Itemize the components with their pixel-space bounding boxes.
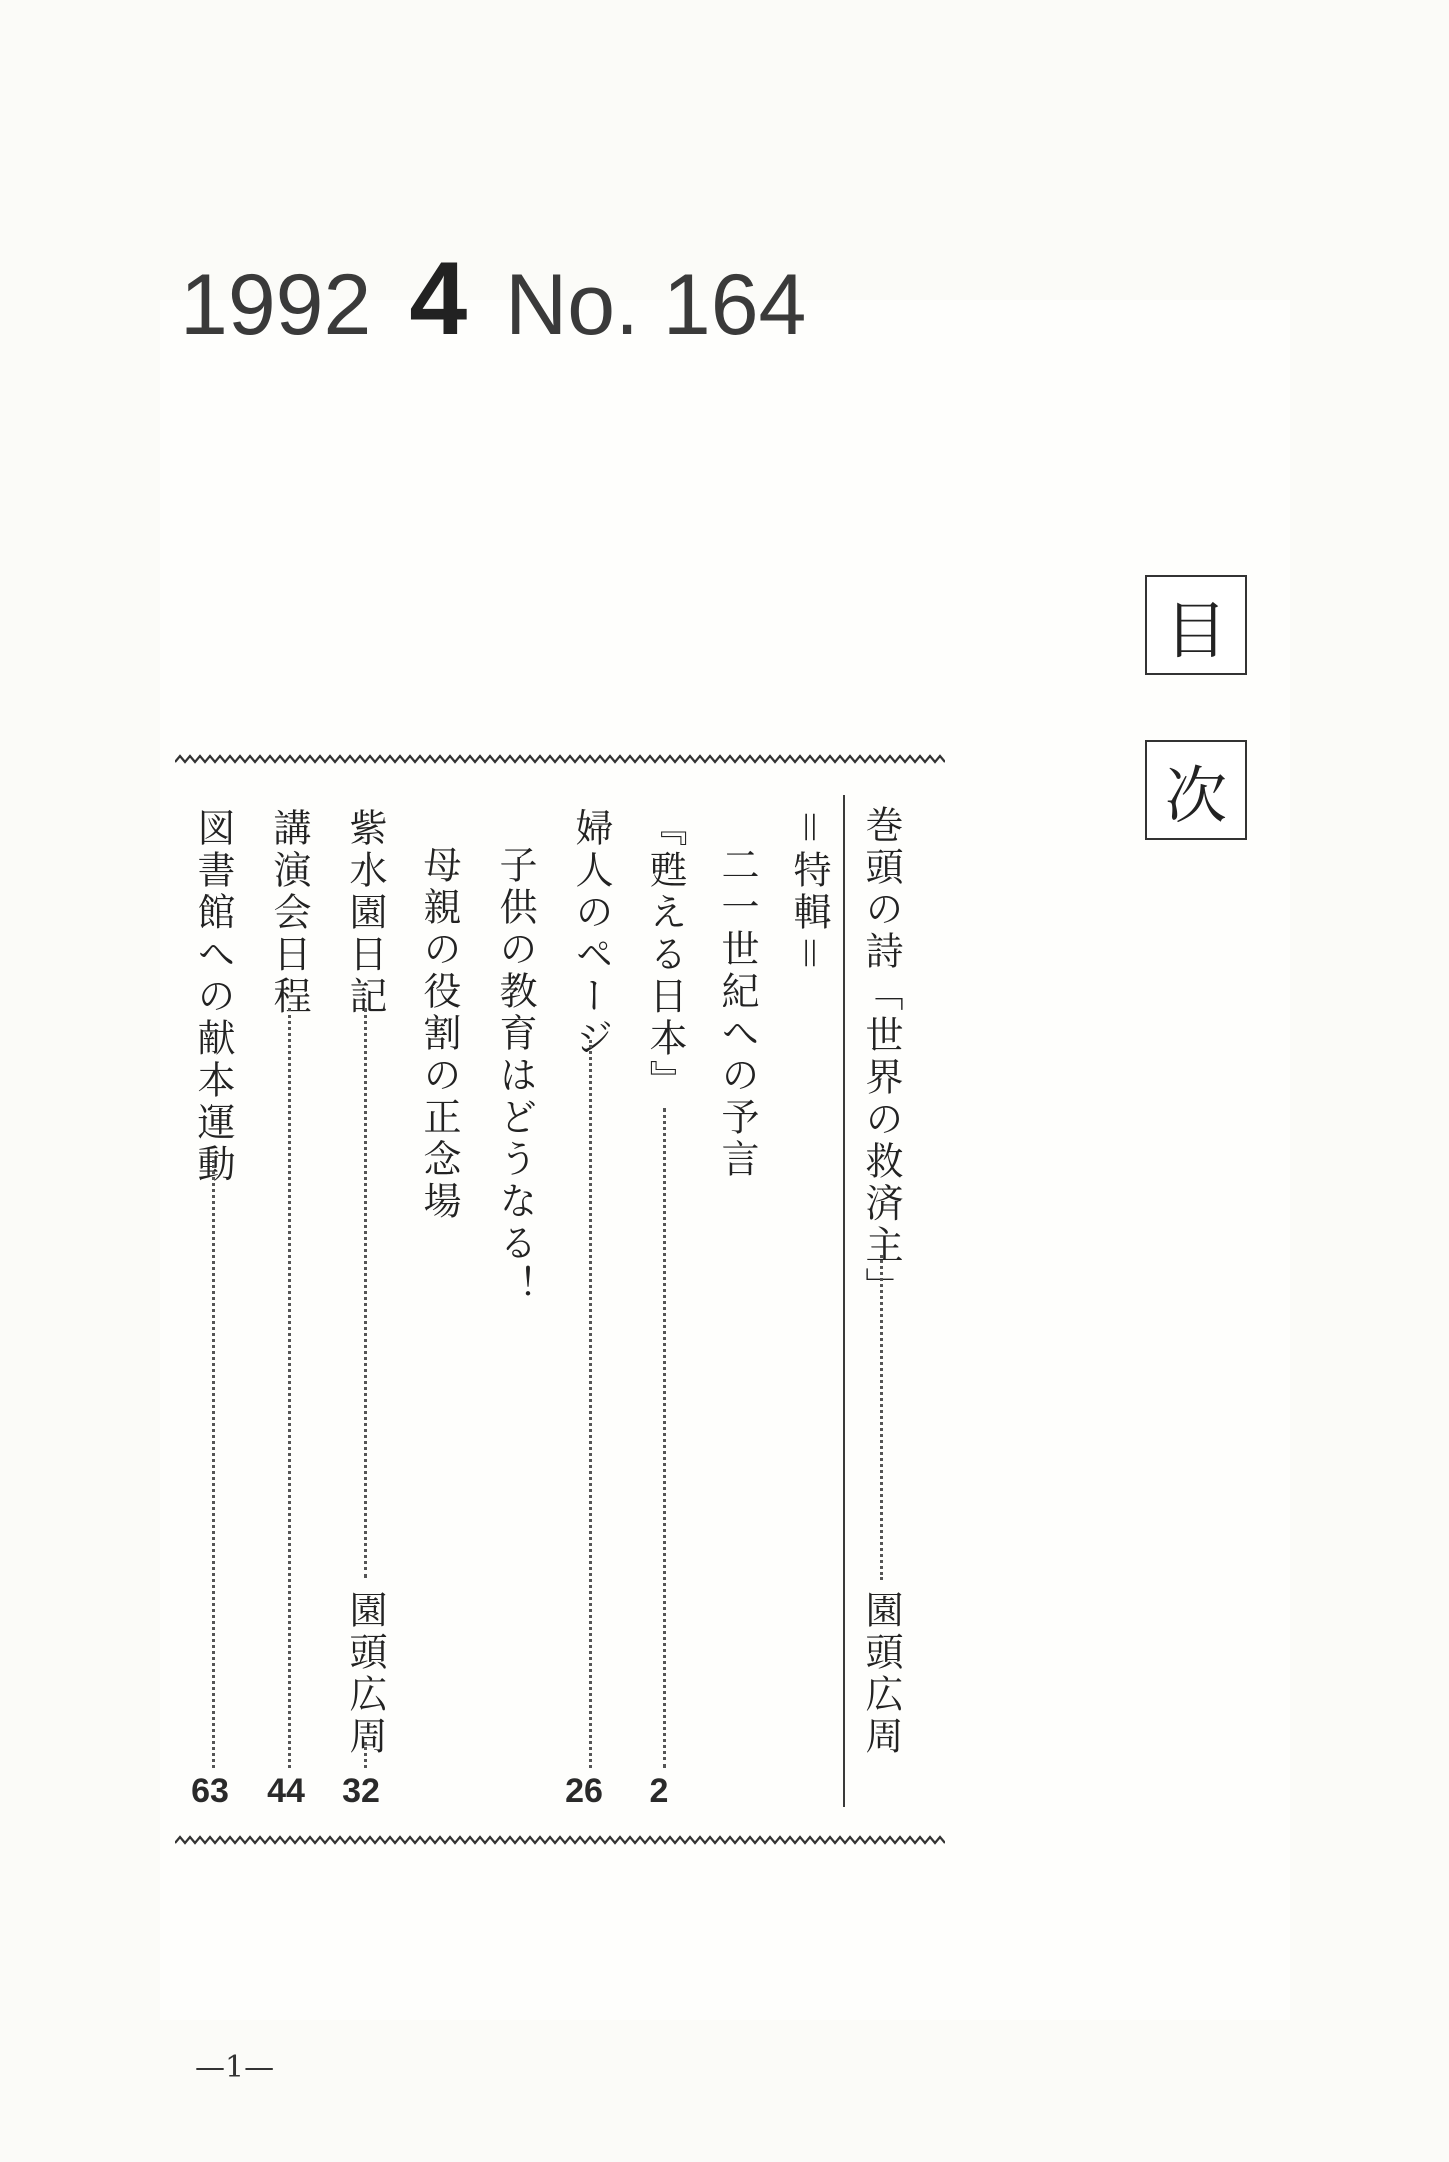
toc-entry-opening-poem[interactable]: 巻頭の詩「世界の救済主」 bbox=[859, 805, 903, 1309]
toc-leader-dots bbox=[663, 1108, 666, 1768]
issue-year: 1992 bbox=[180, 257, 372, 353]
title-char-box-1 bbox=[1145, 575, 1247, 675]
toc-divider-line bbox=[843, 795, 845, 1807]
toc-entry-diary[interactable]: 紫水園日記 bbox=[343, 808, 387, 1018]
issue-header bbox=[180, 240, 806, 360]
toc-page-number: 26 bbox=[565, 1772, 603, 1810]
toc-feature-heading: ＝特輯＝ bbox=[787, 808, 831, 977]
toc-entry-lecture-schedule[interactable]: 講演会日程 bbox=[267, 808, 311, 1018]
page-footer-number: —1— bbox=[195, 2050, 275, 2085]
toc-entry-author: 園頭広周 bbox=[343, 1590, 387, 1758]
title-char-2: 次 bbox=[1164, 758, 1227, 832]
toc-leader-dots bbox=[364, 1008, 367, 1578]
title-char-box-2 bbox=[1145, 740, 1247, 840]
issue-number: No. 164 bbox=[505, 257, 807, 353]
toc-page-number: 63 bbox=[191, 1772, 229, 1810]
toc-leader-dots bbox=[212, 1160, 215, 1768]
toc-page-number: 2 bbox=[649, 1772, 669, 1810]
toc-entry-library-donation[interactable]: 図書館への献本運動 bbox=[191, 808, 235, 1186]
title-char-1: 目 bbox=[1164, 593, 1227, 667]
toc-entry-womens-page[interactable]: 婦人のページ bbox=[569, 808, 613, 1060]
toc-feature-subtitle: 二一世紀への予言 bbox=[715, 845, 759, 1181]
toc-entry-subtitle: 子供の教育はどうなる！ bbox=[493, 845, 537, 1307]
bottom-wave-border bbox=[175, 1833, 945, 1847]
toc-page-number: 44 bbox=[267, 1772, 305, 1810]
toc-leader-dots bbox=[288, 1008, 291, 1768]
toc-leader-dots bbox=[364, 1742, 367, 1768]
toc-entry-subtitle: 母親の役割の正念場 bbox=[417, 845, 461, 1223]
toc-leader-dots bbox=[589, 1040, 592, 1768]
top-wave-border bbox=[175, 752, 945, 766]
toc-entry-author: 園頭広周 bbox=[859, 1590, 903, 1758]
toc-page-number: 32 bbox=[342, 1772, 380, 1810]
toc-leader-dots bbox=[880, 1255, 883, 1580]
issue-month: 4 bbox=[409, 241, 468, 357]
toc-entry-feature-title[interactable]: 『甦える日本』 bbox=[643, 808, 687, 1102]
